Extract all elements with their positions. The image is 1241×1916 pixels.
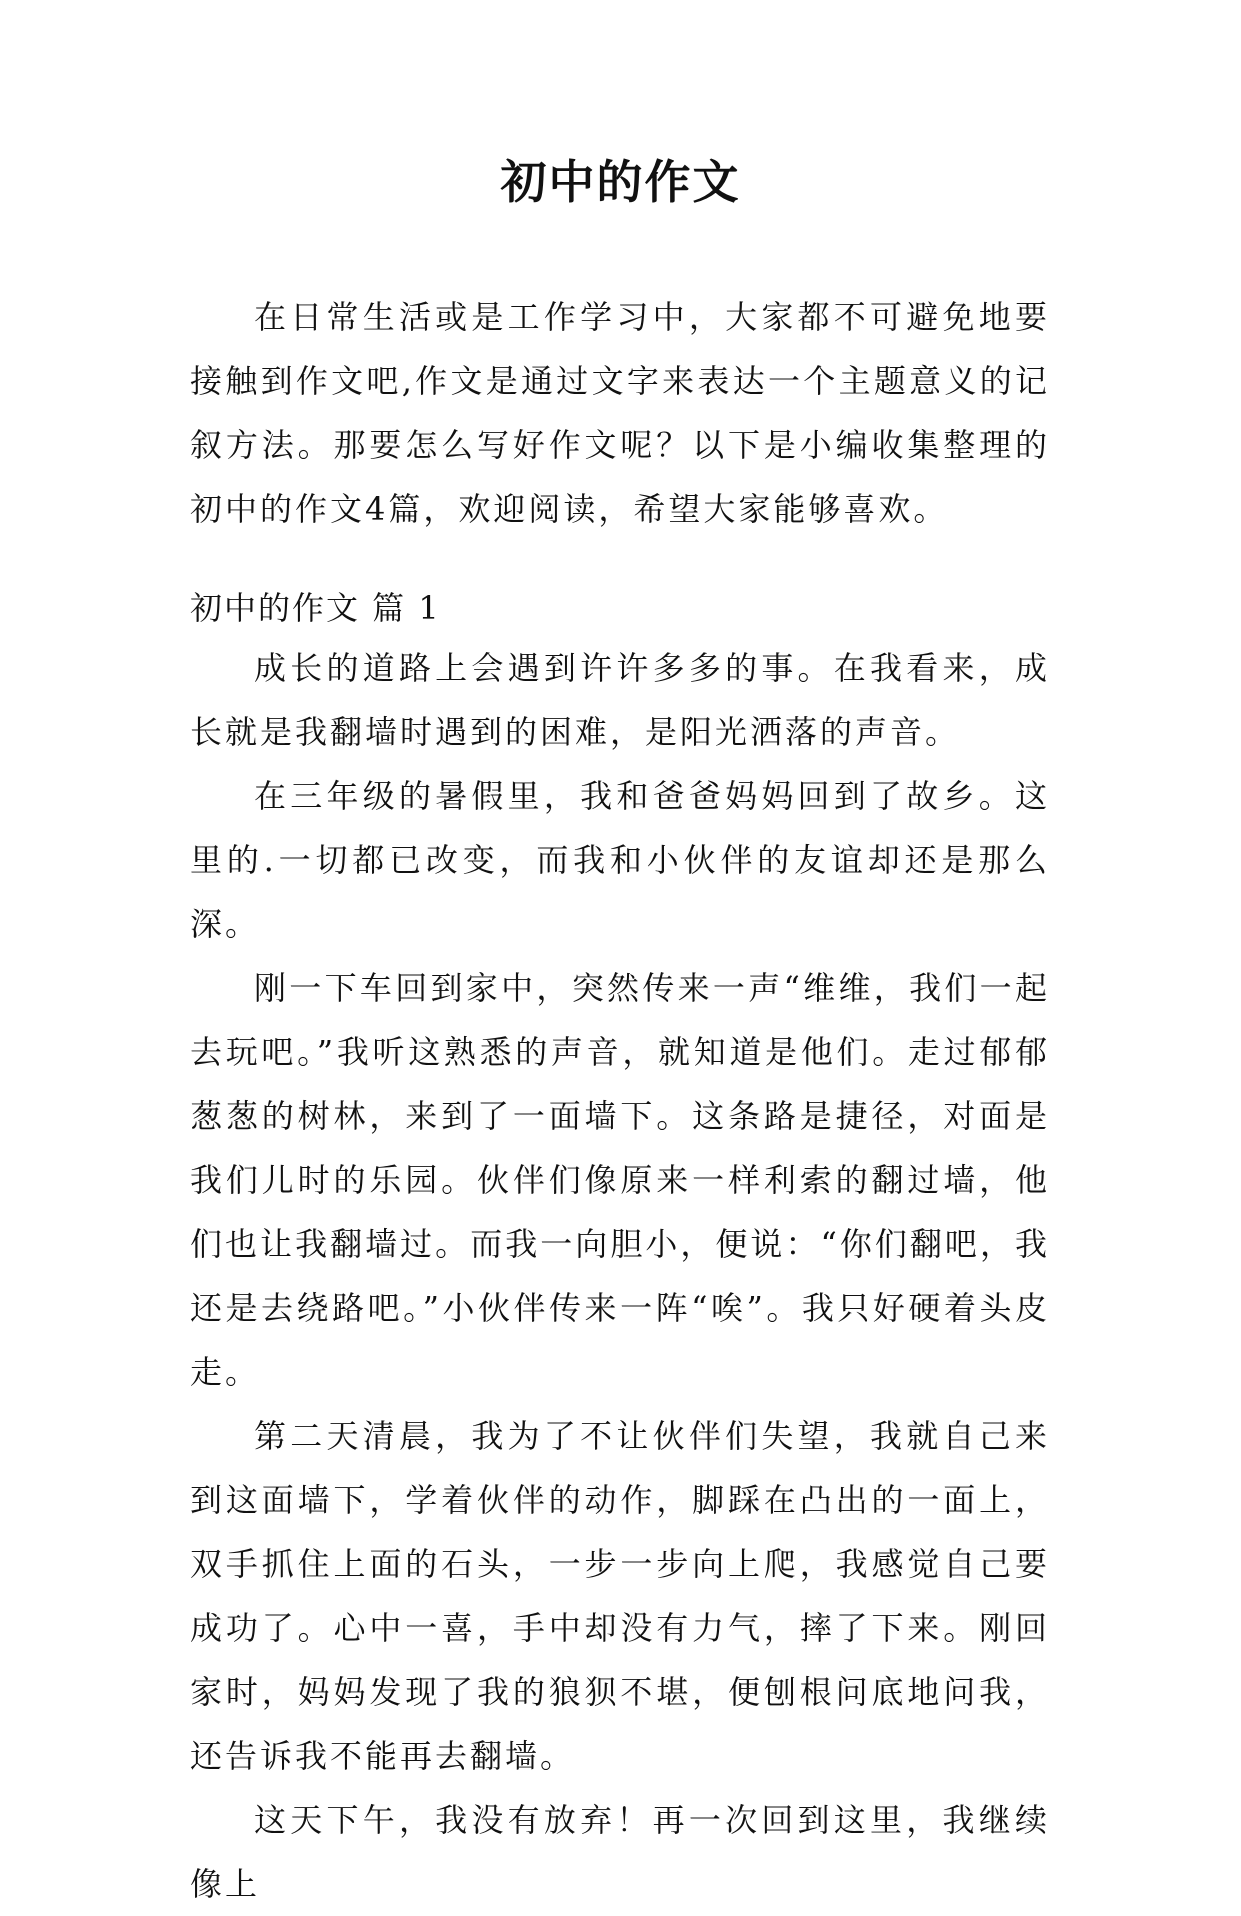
essay-body — [190, 636, 1050, 1916]
essay-paragraph-2: 在三年级的暑假里，我和爸爸妈妈回到了故乡。这里的.一切都已改变，而我和小伙伴的友谊却还是那么深。 — [190, 777, 1050, 943]
essay-paragraph-3: 刚一下车回到家中，突然传来一声“维维，我们一起去玩吧。”我听这熟悉的声音，就知道是他们。走过郁郁葱葱的树林，来到了一面墙下。这条路是捷径，对面是我们儿时的乐园。伙伴们像原来一样利索的翻过墙，他们也让我翻墙过。而我一向胆小，便说：“你们翻吧，我还是去绕路吧。”小伙伴传来一阵“唉”。我只好硬着头皮走。 — [190, 969, 1050, 1391]
section-heading: 初中的作文 篇 1 — [190, 589, 441, 627]
essay-paragraph-4: 第二天清晨，我为了不让伙伴们失望，我就自己来到这面墙下，学着伙伴的动作，脚踩在凸出的一面上，双手抓住上面的石头，一步一步向上爬，我感觉自己要成功了。心中一喜，手中却没有力气，摔了下来。刚回家时，妈妈发现了我的狼狈不堪，便刨根问底地问我，还告诉我不能再去翻墙。 — [190, 1417, 1050, 1775]
essay-paragraph-1: 成长的道路上会遇到许许多多的事。在我看来，成长就是我翻墙时遇到的困难，是阳光洒落的声音。 — [190, 649, 1050, 751]
document-title: 初中的作文 — [500, 155, 741, 209]
essay-paragraph-5: 这天下午，我没有放弃！再一次回到这里，我继续像上 — [190, 1801, 1050, 1903]
intro-section — [190, 285, 1050, 541]
intro-paragraph: 在日常生活或是工作学习中，大家都不可避免地要接触到作文吧,作文是通过文字来表达一个主题意义的记叙方法。那要怎么写好作文呢？以下是小编收集整理的初中的作文4篇，欢迎阅读，希望大家能够喜欢。 — [190, 298, 1050, 528]
